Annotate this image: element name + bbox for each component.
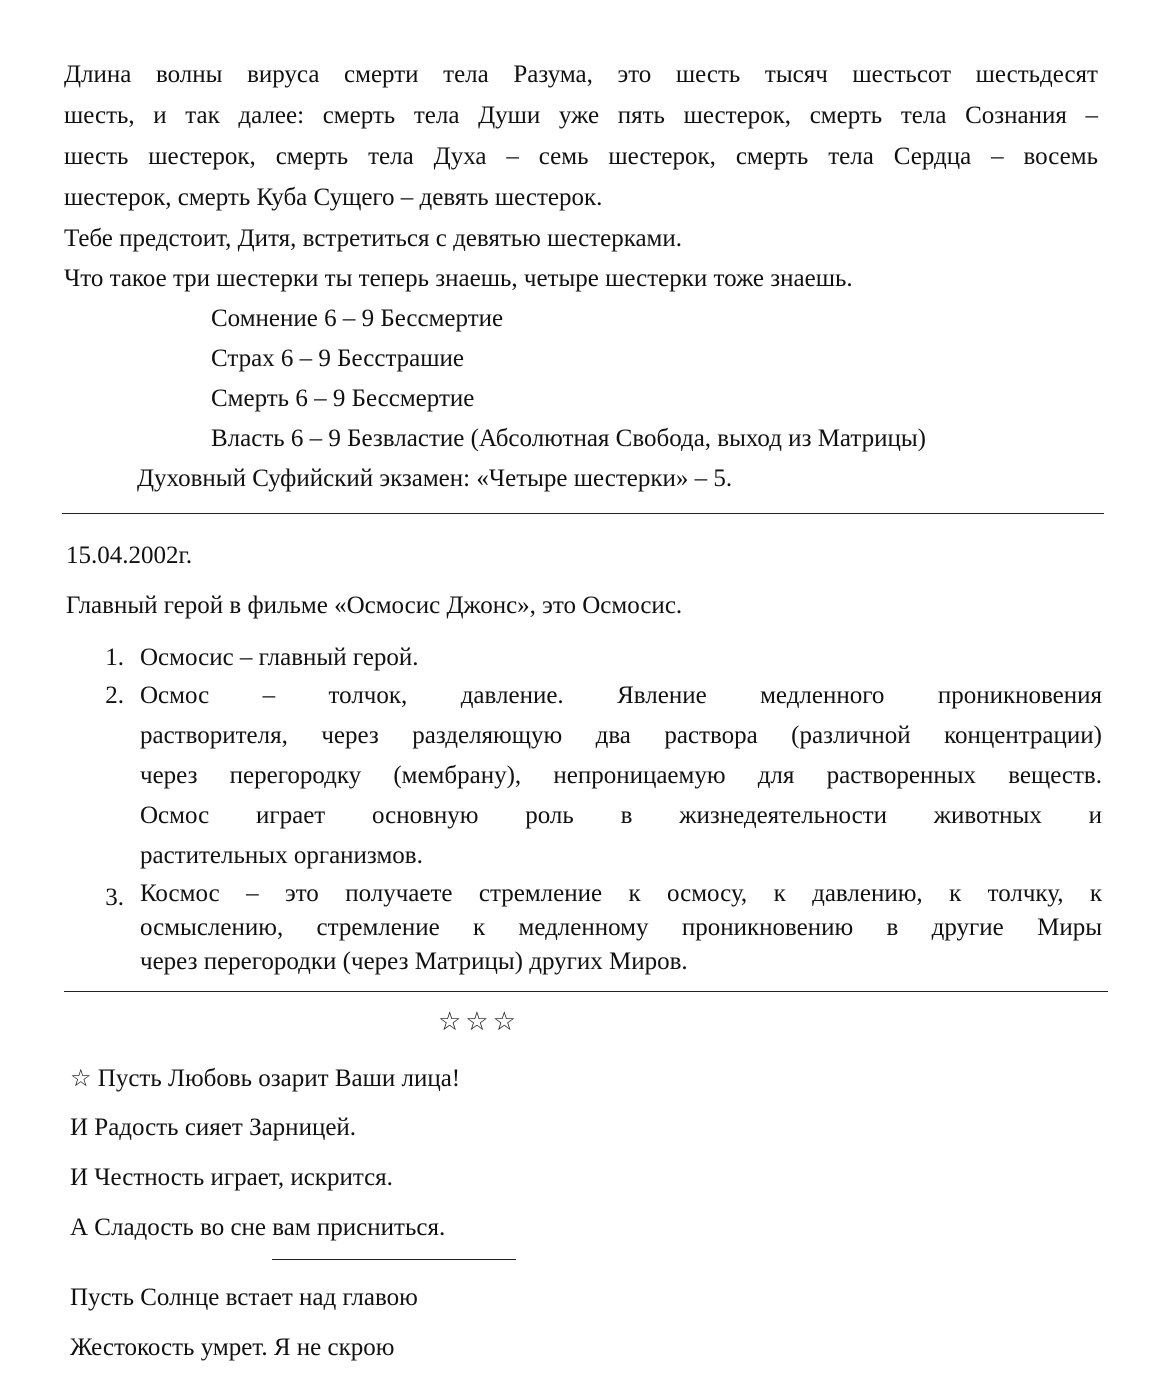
star-icon: ☆ [70, 1064, 92, 1092]
list-item-number: 2. [105, 682, 124, 709]
poem-divider [272, 1259, 516, 1260]
list-item-line: растительных организмов. [140, 842, 423, 869]
paragraph-line: Длина волны вируса смерти тела Разума, это шесть тысяч шестьсот шестьдесят [64, 61, 1098, 88]
list-item-number: 3. [105, 884, 124, 911]
pair-line: Сомнение 6 – 9 Бессмертие [211, 305, 504, 332]
poem-line [70, 1063, 460, 1094]
poem-line: А Сладость во сне вам присниться. [70, 1214, 446, 1241]
list-item-line: Осмос играет основную роль в жизнедеятельности животных и [140, 802, 1102, 829]
section-divider [62, 513, 1104, 514]
list-item-line: осмыслению, стремление к медленному проникновению в другие Миры [140, 914, 1102, 941]
poem-line: Пусть Солнце встает над главою [70, 1284, 418, 1311]
poem-line-text: Пусть Любовь озарит Ваши лица! [97, 1065, 461, 1092]
paragraph-line: шесть, и так далее: смерть тела Души уже пять шестерок, смерть тела Сознания – [64, 102, 1098, 129]
poem-line: И Радость сияет Зарницей. [70, 1114, 357, 1141]
list-item-line: через перегородку (мембрану), непроницаемую для растворенных веществ. [140, 762, 1102, 789]
list-item-line: Осмосис – главный герой. [140, 644, 419, 671]
list-item-line: растворителя, через разделяющую два раствора (различной концентрации) [140, 722, 1102, 749]
poem-line: И Честность играет, искрится. [70, 1164, 393, 1191]
list-item-number: 1. [105, 644, 124, 671]
date-line: 15.04.2002г. [66, 542, 193, 569]
paragraph-line: шестерок, смерть Куба Сущего – девять шестерок. [64, 184, 603, 211]
section-divider [64, 991, 1108, 992]
list-item-line: Осмос – толчок, давление. Явление медленного проникновения [140, 682, 1102, 709]
list-item-line: Космос – это получаете стремление к осмосу, к давлению, к толчку, к [140, 880, 1102, 907]
intro-line: Главный герой в фильме «Осмосис Джонс», это Осмосис. [66, 592, 683, 619]
pair-line: Страх 6 – 9 Бесстрашие [211, 345, 464, 372]
paragraph-line: Что такое три шестерки ты теперь знаешь, четыре шестерки тоже знаешь. [64, 265, 853, 292]
three-stars-icon: ☆☆☆ [438, 1007, 520, 1037]
poem-line: Жестокость умрет. Я не скрою [70, 1334, 395, 1361]
pair-line: Смерть 6 – 9 Бессмертие [211, 385, 475, 412]
list-item-line: через перегородки (через Матрицы) других Миров. [140, 948, 688, 975]
paragraph-line: Тебе предстоит, Дитя, встретиться с девятью шестерками. [64, 225, 683, 252]
pair-line: Власть 6 – 9 Безвластие (Абсолютная Свобода, выход из Матрицы) [211, 425, 926, 452]
exam-line: Духовный Суфийский экзамен: «Четыре шестерки» – 5. [137, 465, 733, 492]
paragraph-line: шесть шестерок, смерть тела Духа – семь шестерок, смерть тела Сердца – восемь [64, 143, 1098, 170]
